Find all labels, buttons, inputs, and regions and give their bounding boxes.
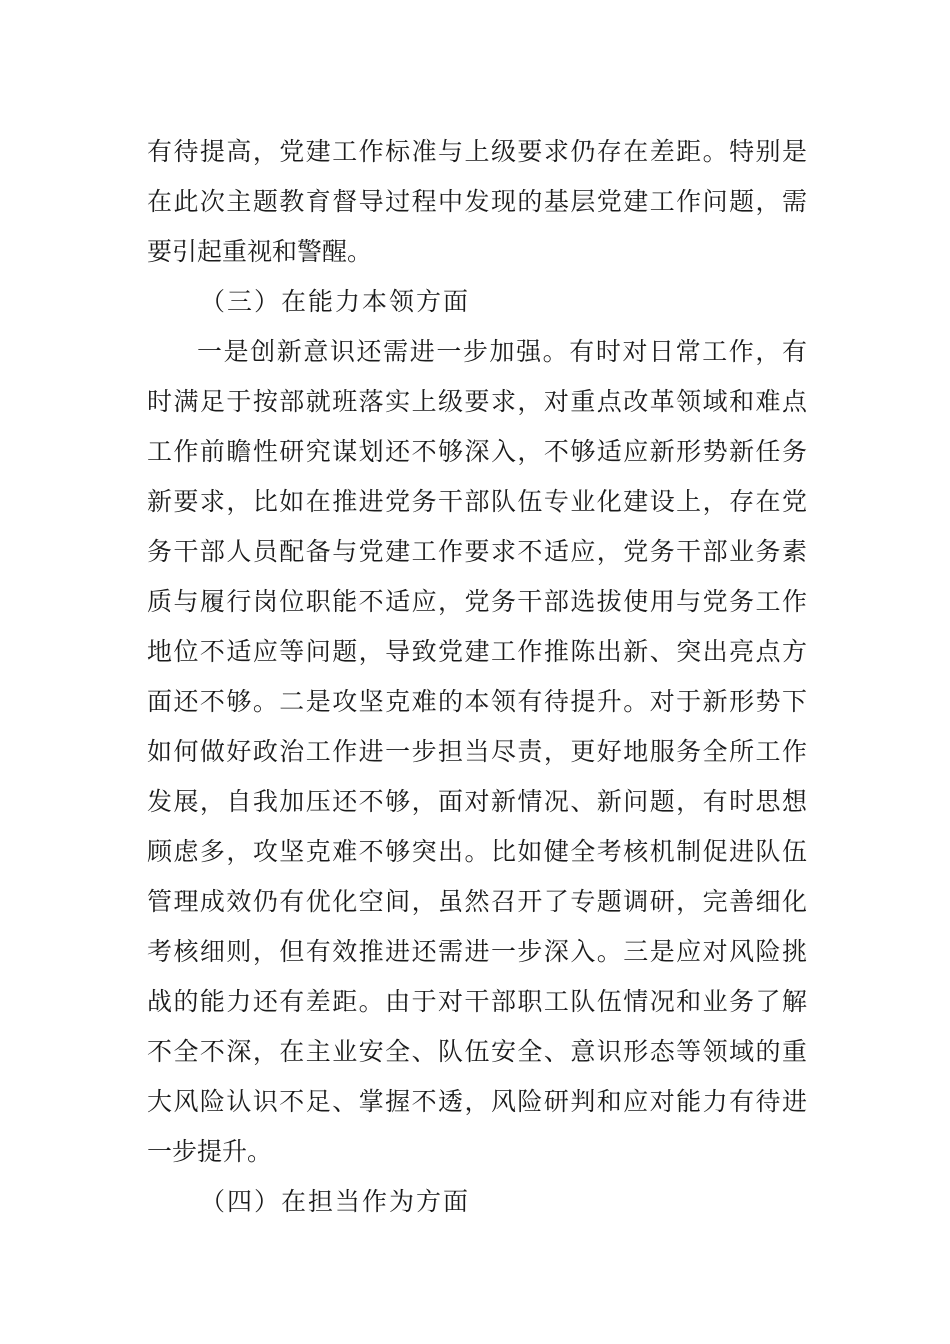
- paragraph-line: 面还不够。二是攻坚克难的本领有待提升。对于新形势下: [147, 687, 807, 716]
- paragraph-line: 发展，自我加压还不够，面对新情况、新问题，有时思想: [147, 787, 807, 816]
- paragraph-line: 顾虑多，攻坚克难不够突出。比如健全考核机制促进队伍: [147, 837, 807, 866]
- paragraph-line: 工作前瞻性研究谋划还不够深入，不够适应新形势新任务: [147, 437, 807, 466]
- paragraph-line: 在此次主题教育督导过程中发现的基层党建工作问题，需: [147, 187, 807, 216]
- section-heading-3: （三）在能力本领方面: [200, 287, 471, 316]
- paragraph-line: 战的能力还有差距。由于对干部职工队伍情况和业务了解: [147, 987, 807, 1016]
- section-heading-4: （四）在担当作为方面: [200, 1187, 471, 1216]
- paragraph-line: 一是创新意识还需进一步加强。有时对日常工作，有: [197, 337, 807, 366]
- paragraph-line: 大风险认识不足、掌握不透，风险研判和应对能力有待进: [147, 1087, 807, 1116]
- paragraph-line: 地位不适应等问题，导致党建工作推陈出新、突出亮点方: [147, 637, 807, 666]
- paragraph-line: 不全不深，在主业安全、队伍安全、意识形态等领域的重: [147, 1037, 807, 1066]
- paragraph-line: 管理成效仍有优化空间，虽然召开了专题调研，完善细化: [147, 887, 807, 916]
- paragraph-line: 考核细则，但有效推进还需进一步深入。三是应对风险挑: [147, 937, 807, 966]
- paragraph-line: 要引起重视和警醒。: [147, 237, 373, 266]
- paragraph-line: 有待提高，党建工作标准与上级要求仍存在差距。特别是: [147, 137, 807, 166]
- paragraph-line: 新要求，比如在推进党务干部队伍专业化建设上，存在党: [147, 487, 807, 516]
- paragraph-line: 如何做好政治工作进一步担当尽责，更好地服务全所工作: [147, 737, 807, 766]
- paragraph-line: 务干部人员配备与党建工作要求不适应，党务干部业务素: [147, 537, 807, 566]
- paragraph-line: 质与履行岗位职能不适应，党务干部选拔使用与党务工作: [147, 587, 807, 616]
- paragraph-line: 一步提升。: [147, 1137, 273, 1166]
- paragraph-line: 时满足于按部就班落实上级要求，对重点改革领域和难点: [147, 387, 807, 416]
